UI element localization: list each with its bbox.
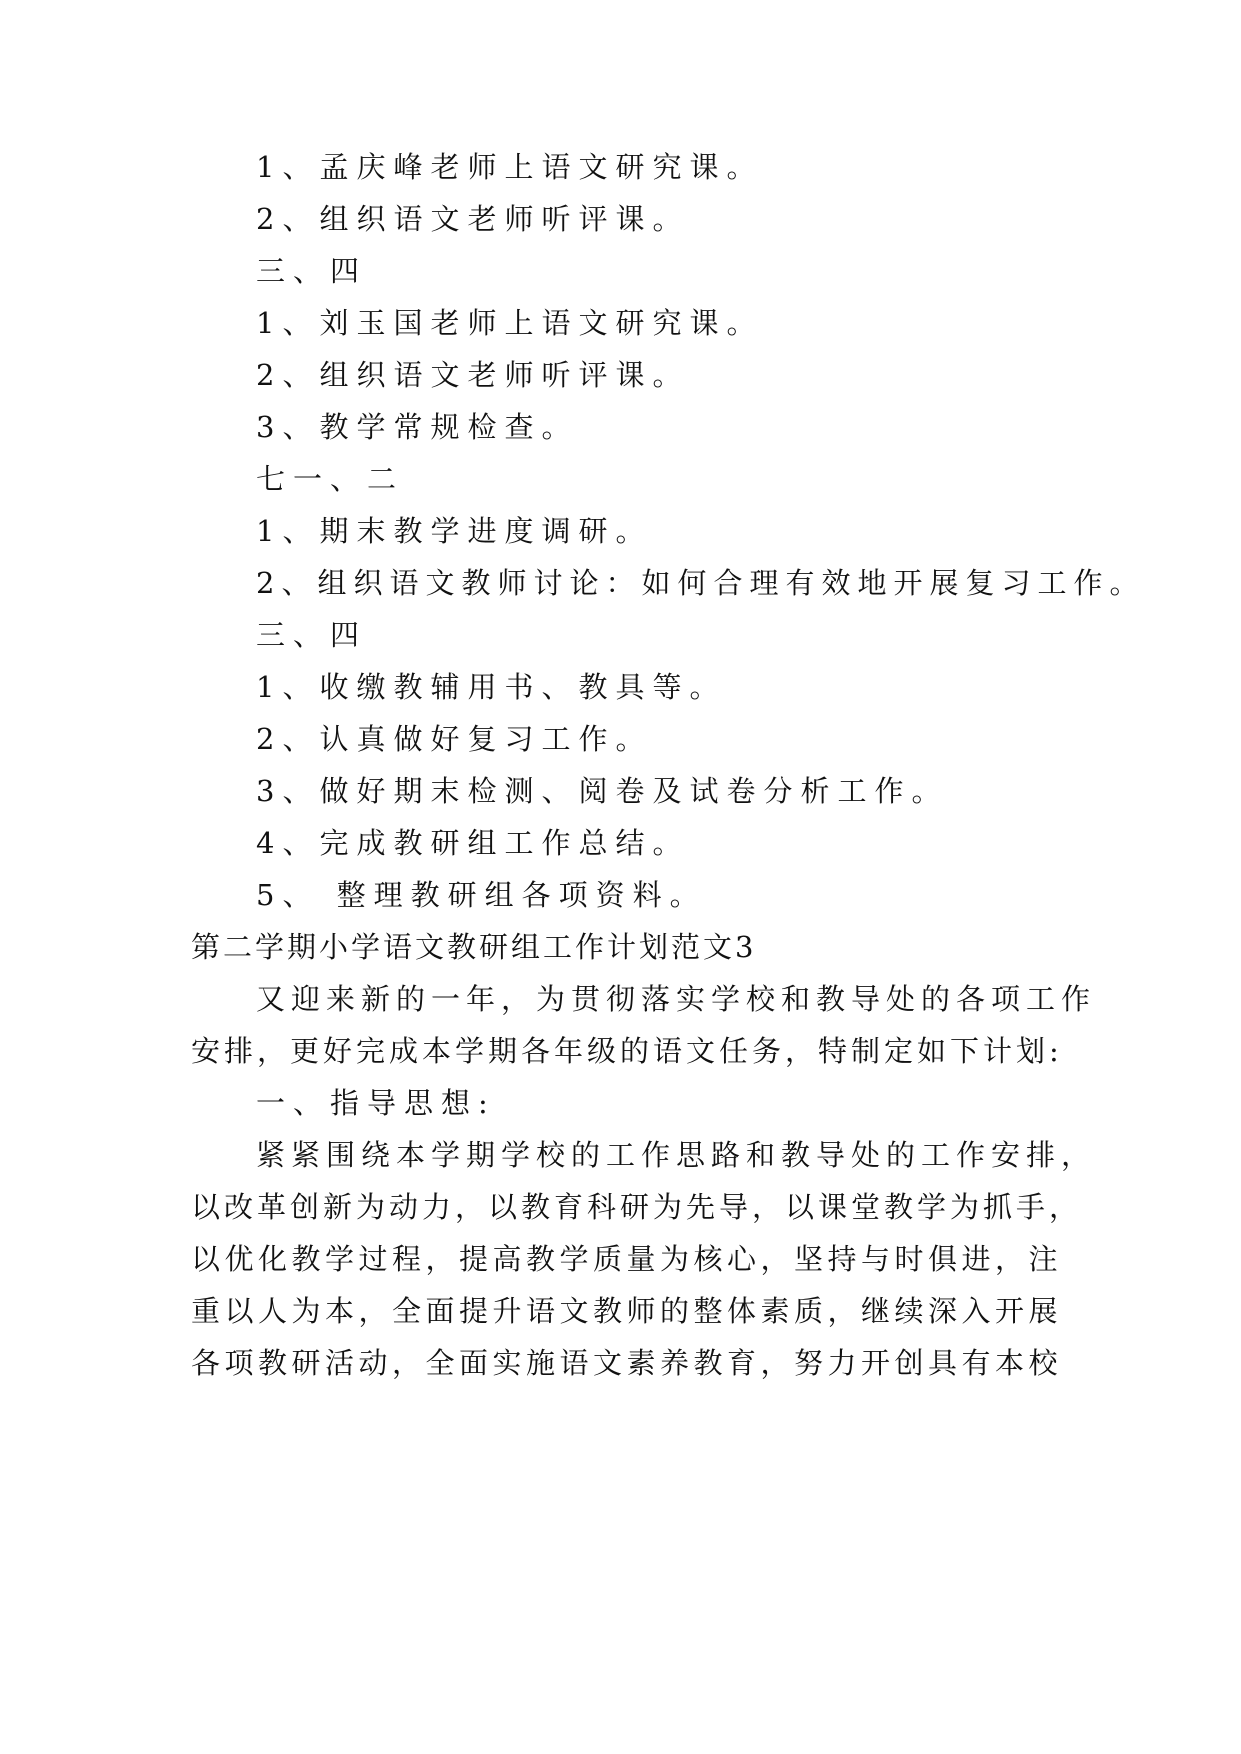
section-title: 第二学期小学语文教研组工作计划范文3 [191,930,757,964]
paragraph-line: 以优化教学过程，提高教学质量为核心，坚持与时俱进，注 [191,1242,1063,1276]
subsection-heading: 三、四 [256,618,368,652]
paragraph-line: 各项教研活动，全面实施语文素养教育，努力开创具有本校 [191,1346,1063,1380]
paragraph-line: 重以人为本，全面提升语文教师的整体素质，继续深入开展 [191,1294,1063,1328]
list-item: 1、期末教学进度调研。 [256,514,653,548]
list-item: 2、组织语文老师听评课。 [256,358,690,392]
list-item: 3、教学常规检查。 [256,410,579,444]
list-item: 1、孟庆峰老师上语文研究课。 [256,150,764,184]
section-heading: 一、指导思想: [256,1086,496,1120]
paragraph-line: 以改革创新为动力，以教育科研为先导，以课堂教学为抓手， [191,1190,1083,1224]
list-item: 4、完成教研组工作总结。 [256,826,690,860]
list-item: 2、认真做好复习工作。 [256,722,653,756]
paragraph-line: 又迎来新的一年，为贯彻落实学校和教导处的各项工作 [256,982,1097,1016]
list-item: 2、组织语文教师讨论：如何合理有效地开展复习工作。 [256,566,1146,600]
list-item: 3、做好期末检测、阅卷及试卷分析工作。 [256,774,949,808]
list-item: 5、 整理教研组各项资料。 [256,878,707,912]
subsection-heading: 七一、二 [256,462,405,496]
list-item: 2、组织语文老师听评课。 [256,202,690,236]
list-item: 1、收缴教辅用书、教具等。 [256,670,727,704]
subsection-heading: 三、四 [256,254,368,288]
paragraph-line: 安排，更好完成本学期各年级的语文任务，特制定如下计划: [191,1034,1063,1068]
paragraph-line: 紧紧围绕本学期学校的工作思路和教导处的工作安排， [256,1138,1097,1172]
list-item: 1、刘玉国老师上语文研究课。 [256,306,764,340]
